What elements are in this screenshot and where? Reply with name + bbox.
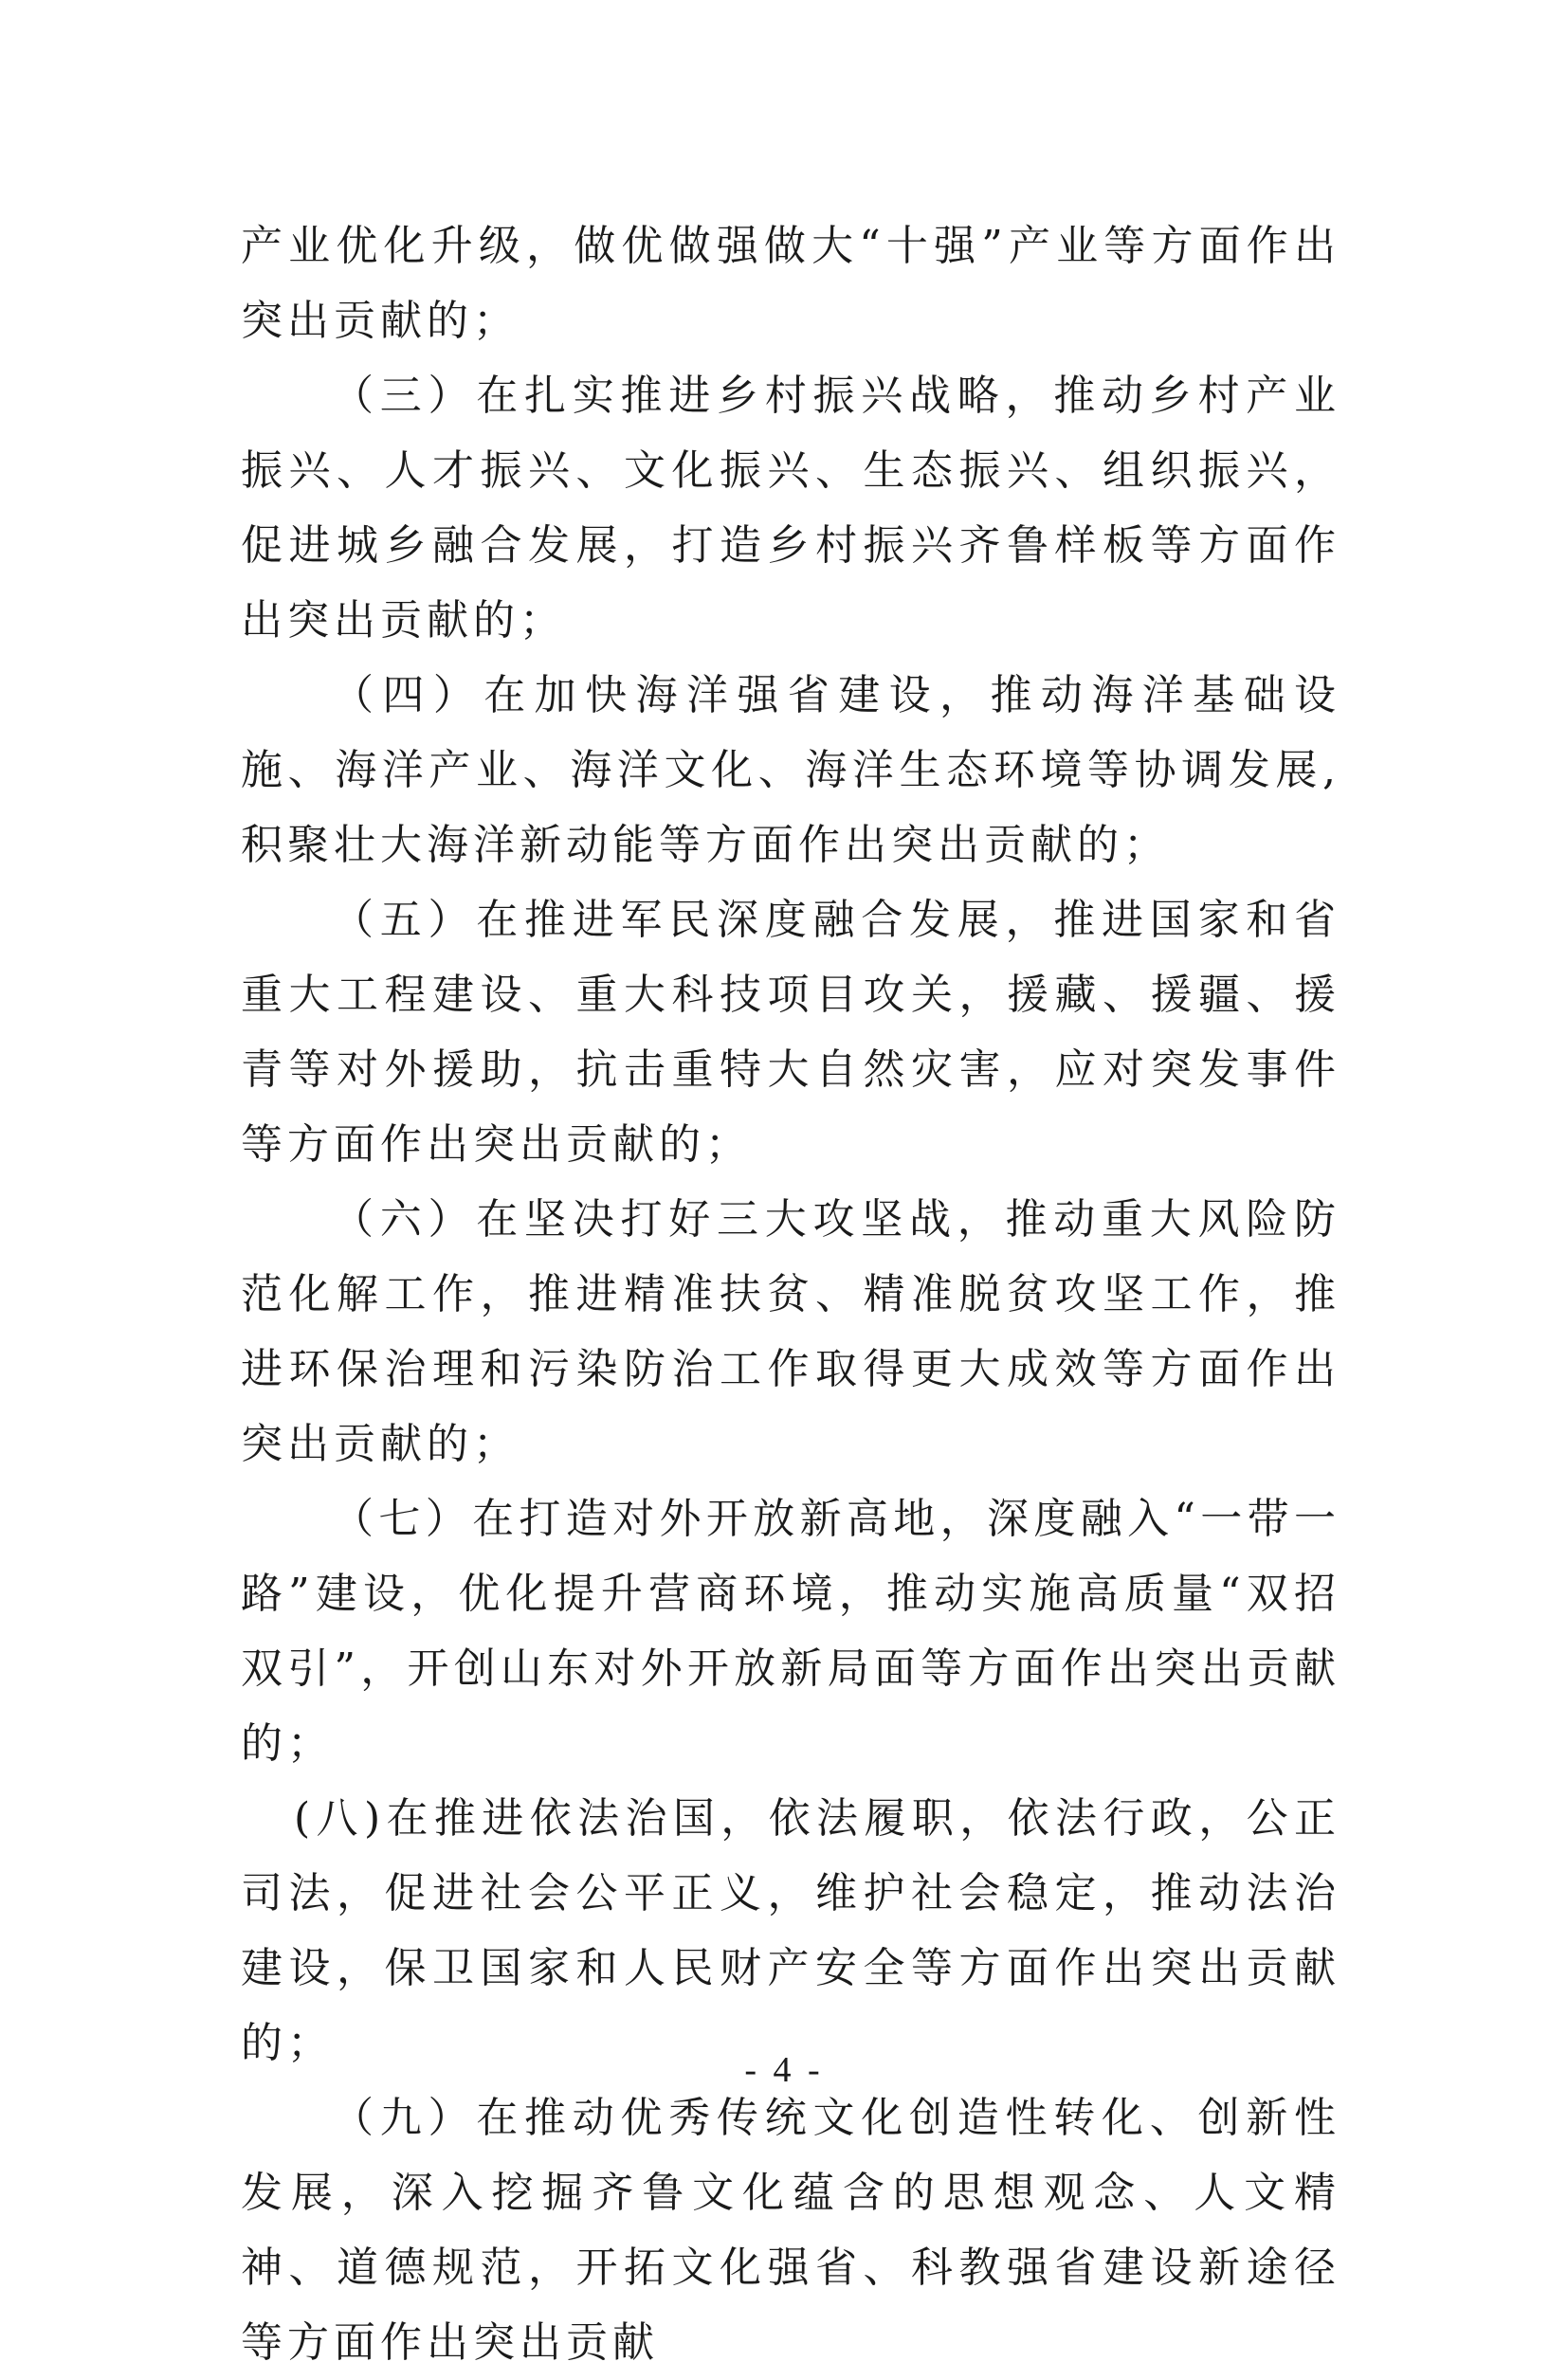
paragraph-item-3: （三）在扎实推进乡村振兴战略，推动乡村产业振兴、人才振兴、文化振兴、生态振兴、组织振兴，促进城乡融合发展，打造乡村振兴齐鲁样板等方面作出突出贡献的； <box>241 372 1340 645</box>
paragraph-item-5: （五）在推进军民深度融合发展，推进国家和省重大工程建设、重大科技项目攻关，援藏、援疆、援青等对外援助，抗击重特大自然灾害，应对突发事件等方面作出突出贡献的； <box>241 896 1340 1169</box>
paragraph-item-7: （七）在打造对外开放新高地，深度融入“一带一路”建设，优化提升营商环境，推动实施高质量“双招双引”，开创山东对外开放新局面等方面作出突出贡献的； <box>241 1495 1340 1768</box>
paragraph-item-9: （九）在推动优秀传统文化创造性转化、创新性发展，深入挖掘齐鲁文化蕴含的思想观念、人文精神、道德规范，开拓文化强省、科教强省建设新途径等方面作出突出贡献 <box>241 2094 1340 2367</box>
paragraph-item-4: （四）在加快海洋强省建设，推动海洋基础设施、海洋产业、海洋文化、海洋生态环境等协调发展,积聚壮大海洋新动能等方面作出突出贡献的； <box>241 671 1340 869</box>
paragraph-continuation: 产业优化升级，做优做强做大“十强”产业等方面作出突出贡献的； <box>241 222 1340 345</box>
page-number: - 4 - <box>744 2050 824 2090</box>
paragraph-item-6: （六）在坚决打好三大攻坚战，推动重大风险防范化解工作，推进精准扶贫、精准脱贫攻坚工作，推进环保治理和污染防治工作取得更大成效等方面作出突出贡献的； <box>241 1195 1340 1468</box>
paragraph-item-8: (八)在推进依法治国，依法履职，依法行政，公正司法，促进社会公平正义，维护社会稳定，推动法治建设，保卫国家和人民财产安全等方面作出突出贡献的； <box>241 1794 1340 2067</box>
